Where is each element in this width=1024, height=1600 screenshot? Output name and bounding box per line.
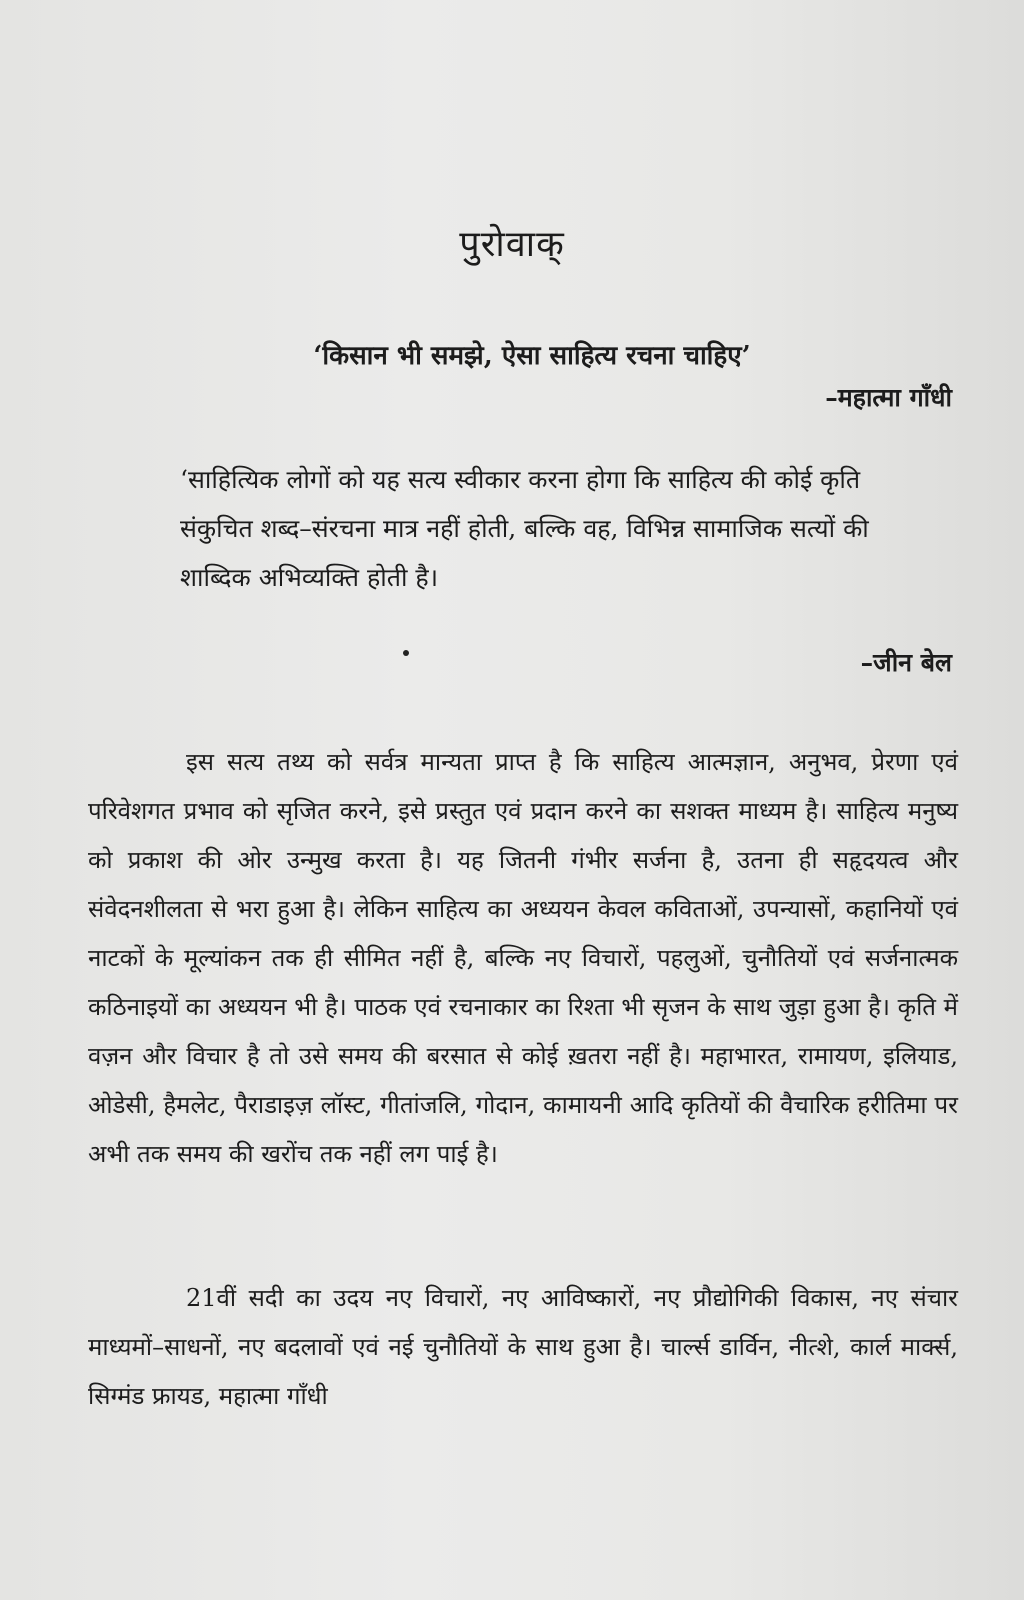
epigraph-attribution-1: –महात्मा गाँधी [825,383,952,412]
epigraph-attribution-2: –जीन बेल [860,648,952,677]
ornament-dot [403,650,409,656]
body-paragraph-2: 21वीं सदी का उदय नए विचारों, नए आविष्कारों, नए प्रौद्योगिकी विकास, नए संचार माध्यमों–साधनों, नए बदलावों एवं नई चुनौतियों के साथ हुआ है। चार्ल्स डार्विन, नीत्शे, कार्ल मार्क्स, सिग्मंड फ्रायड, महात्मा गाँधी [88,1284,958,1410]
body-paragraph-1: इस सत्य तथ्य को सर्वत्र मान्यता प्राप्त है कि साहित्य आत्मज्ञान, अनुभव, प्रेरणा एवं परिवेशगत प्रभाव को सृजित करने, इसे प्रस्तुत एवं प्रदान करने का सशक्त माध्यम है। साहित्य मनुष्य को प्रकाश की ओर उन्मुख करता है। यह जितनी गंभीर सर्जना है, उतना ही सहृदयत्व और संवेदनशीलता से भरा हुआ है। लेकिन साहित्य का अध्ययन केवल कविताओं, उपन्यासों, कहानियों एवं नाटकों के मूल्यांकन तक ही सीमित नहीं है, बल्कि नए विचारों, पहलुओं, चुनौतियों एवं सर्जनात्मक कठिनाइयों का अध्ययन भी है। पाठक एवं रचनाकार का रिश्ता भी सृजन के साथ जुड़ा हुआ है। कृति में वज़न और विचार है तो उसे समय की बरसात से कोई ख़तरा नहीं है। महाभारत, रामायण, इलियाड, ओडेसी, हैमलेट, पैराडाइज़ लॉस्ट, गीतांजलि, गोदान, कामायनी आदि कृतियों की वैचारिक हरीतिमा पर अभी तक समय की खरोंच तक नहीं लग पाई है। [88,748,958,1168]
epigraph-quote-2: ‘साहित्यिक लोगों को यह सत्य स्वीकार करना होगा कि साहित्य की कोई कृति संकुचित शब्द–संरचना मात्र नहीं होती, बल्कि वह, विभिन्न सामाजिक सत्यों की शाब्दिक अभिव्यक्ति होती है। [180,465,869,592]
epigraph-quote-1: ‘किसान भी समझे, ऐसा साहित्य रचना चाहिए’ [313,341,751,371]
page-title: पुरोवाक् [459,224,565,265]
